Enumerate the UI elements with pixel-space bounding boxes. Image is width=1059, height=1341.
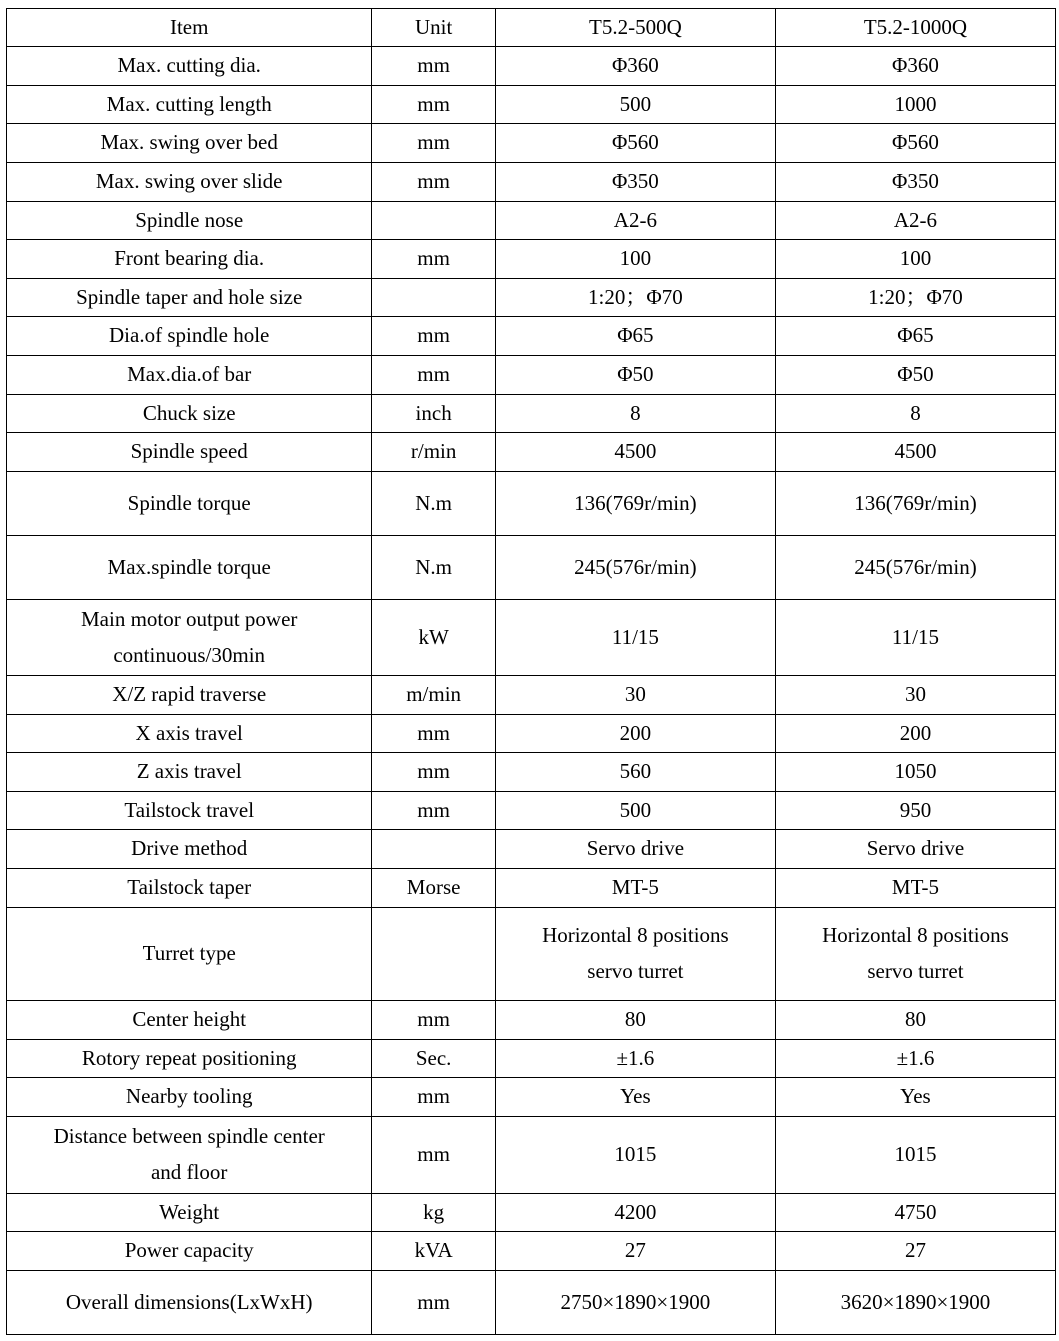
- model-1000q-cell-line: 11/15: [891, 624, 939, 649]
- model-1000q-cell-line: 200: [899, 720, 932, 745]
- model-500q-cell: [495, 202, 775, 240]
- model-500q-cell: [495, 433, 775, 472]
- table-row: [7, 240, 1056, 279]
- model-500q-cell-line: 136(769r/min): [574, 490, 697, 515]
- model-500q-cell: [495, 356, 775, 395]
- item-cell-line: Dia.of spindle hole: [109, 323, 270, 348]
- model-1000q-cell: [775, 600, 1055, 676]
- model-1000q-cell: [775, 1001, 1055, 1040]
- model-500q-cell-line: 27: [624, 1238, 646, 1263]
- model-500q-cell: [495, 86, 775, 124]
- model-1000q-cell: [775, 317, 1055, 356]
- model-1000q-cell: [775, 792, 1055, 830]
- table-row: [7, 202, 1056, 240]
- item-cell-line: Rotory repeat positioning: [81, 1045, 297, 1070]
- unit-cell: mm: [372, 124, 495, 163]
- table-row: [7, 1040, 1056, 1078]
- model-1000q-cell: [775, 830, 1055, 869]
- model-1000q-cell-line: 136(769r/min): [854, 490, 977, 515]
- header-unit: Unit: [372, 9, 495, 47]
- model-500q-cell-line: 11/15: [611, 624, 659, 649]
- item-cell-line: Distance between spindle center: [53, 1124, 325, 1149]
- model-500q-cell: [495, 715, 775, 753]
- item-cell-line: Weight: [159, 1199, 220, 1224]
- model-1000q-cell-line: Φ50: [897, 362, 934, 387]
- model-1000q-cell: [775, 1078, 1055, 1117]
- model-500q-cell: [495, 792, 775, 830]
- model-1000q-cell: [775, 356, 1055, 395]
- table-row: [7, 47, 1056, 86]
- model-1000q-cell: [775, 1040, 1055, 1078]
- model-500q-cell-line: Φ50: [617, 362, 654, 387]
- model-1000q-cell: [775, 1232, 1055, 1271]
- item-cell: [7, 1232, 372, 1271]
- model-500q-cell: [495, 395, 775, 433]
- table-row: [7, 279, 1056, 317]
- model-1000q-cell: [775, 472, 1055, 536]
- unit-cell: [372, 279, 495, 317]
- table-row: [7, 869, 1056, 908]
- model-1000q-cell: [775, 240, 1055, 279]
- item-cell-line: Z axis travel: [136, 759, 242, 784]
- model-500q-cell: [495, 676, 775, 715]
- item-cell: [7, 47, 372, 86]
- model-1000q-cell: [775, 202, 1055, 240]
- model-1000q-cell-line: Yes: [900, 1084, 931, 1109]
- item-cell: [7, 1078, 372, 1117]
- model-500q-cell-line: 500: [619, 91, 652, 116]
- table-row: [7, 356, 1056, 395]
- table-row: [7, 124, 1056, 163]
- table-row: [7, 1078, 1056, 1117]
- unit-cell: mm: [372, 47, 495, 86]
- item-cell: [7, 536, 372, 600]
- unit-cell: mm: [372, 1271, 495, 1335]
- unit-cell: [372, 830, 495, 869]
- model-1000q-cell: [775, 47, 1055, 86]
- model-500q-cell-line: 4500: [614, 439, 657, 464]
- model-1000q-cell: [775, 676, 1055, 715]
- model-1000q-cell: [775, 715, 1055, 753]
- item-cell-line: and floor: [150, 1160, 228, 1184]
- model-500q-cell: [495, 1040, 775, 1078]
- model-1000q-cell: [775, 163, 1055, 202]
- item-cell-line: Max. swing over slide: [95, 169, 283, 194]
- table-row: [7, 317, 1056, 356]
- model-500q-cell-line: 1:20；Φ70: [588, 284, 683, 309]
- item-cell: [7, 317, 372, 356]
- model-1000q-cell-line: 100: [899, 246, 932, 271]
- table-row: [7, 600, 1056, 676]
- model-500q-cell: [495, 1117, 775, 1194]
- table-row: [7, 908, 1056, 1001]
- item-cell-line: Nearby tooling: [125, 1084, 253, 1109]
- item-cell-line: Max.dia.of bar: [127, 362, 252, 387]
- model-1000q-cell-line: 1000: [894, 91, 937, 116]
- header-model-500q: T5.2-500Q: [495, 9, 775, 47]
- item-cell-line: Power capacity: [124, 1238, 254, 1263]
- item-cell-line: Chuck size: [142, 400, 236, 425]
- unit-cell: Morse: [372, 869, 495, 908]
- item-cell-line: Drive method: [131, 836, 248, 861]
- model-500q-cell-line: MT-5: [611, 875, 659, 900]
- model-500q-cell-line: Φ65: [617, 323, 654, 348]
- unit-cell: mm: [372, 753, 495, 792]
- model-1000q-cell: [775, 433, 1055, 472]
- model-1000q-cell-line: Φ65: [897, 323, 934, 348]
- table-row: [7, 433, 1056, 472]
- unit-cell: kg: [372, 1194, 495, 1232]
- model-500q-cell: [495, 472, 775, 536]
- model-1000q-cell: [775, 753, 1055, 792]
- item-cell: [7, 753, 372, 792]
- item-cell: [7, 279, 372, 317]
- model-500q-cell-line: Φ560: [611, 130, 659, 155]
- model-500q-cell: [495, 536, 775, 600]
- unit-cell: [372, 908, 495, 1001]
- unit-cell: mm: [372, 715, 495, 753]
- model-500q-cell-line: 200: [619, 720, 652, 745]
- item-cell-line: Tailstock travel: [124, 797, 255, 822]
- item-cell-line: Max. swing over bed: [100, 130, 278, 155]
- table-row: [7, 676, 1056, 715]
- spec-table: [6, 8, 1056, 1335]
- model-1000q-cell-line: 4750: [894, 1199, 937, 1224]
- model-500q-cell-line: Yes: [620, 1084, 651, 1109]
- item-cell-line: Front bearing dia.: [114, 246, 265, 271]
- table-row: [7, 830, 1056, 869]
- item-cell-line: Spindle taper and hole size: [76, 284, 303, 309]
- model-1000q-cell: [775, 1194, 1055, 1232]
- header-item: Item: [7, 9, 372, 47]
- item-cell-line: Tailstock taper: [127, 875, 252, 900]
- table-row: [7, 536, 1056, 600]
- model-1000q-cell-line: 27: [904, 1238, 926, 1263]
- table-row: [7, 715, 1056, 753]
- table-row: [7, 753, 1056, 792]
- item-cell-line: Turret type: [142, 941, 236, 966]
- model-500q-cell: [495, 830, 775, 869]
- item-cell: [7, 869, 372, 908]
- model-500q-cell-line: Horizontal 8 positions: [542, 923, 729, 948]
- model-500q-cell-line: 100: [619, 246, 652, 271]
- item-cell-line: Spindle torque: [127, 490, 251, 515]
- item-cell-line: Max.spindle torque: [107, 554, 271, 579]
- item-cell: [7, 1001, 372, 1040]
- item-cell: [7, 86, 372, 124]
- item-cell-line: Max. cutting length: [106, 91, 272, 116]
- model-1000q-cell: [775, 1117, 1055, 1194]
- model-1000q-cell: [775, 279, 1055, 317]
- model-500q-cell: [495, 1001, 775, 1040]
- unit-cell: N.m: [372, 536, 495, 600]
- unit-cell: Sec.: [372, 1040, 495, 1078]
- table-row: [7, 86, 1056, 124]
- item-cell: [7, 600, 372, 676]
- item-cell-line: Max. cutting dia.: [117, 53, 261, 78]
- unit-cell: kVA: [372, 1232, 495, 1271]
- model-500q-cell: [495, 240, 775, 279]
- table-row: [7, 792, 1056, 830]
- model-1000q-cell: [775, 86, 1055, 124]
- model-1000q-cell-line: MT-5: [891, 875, 939, 900]
- model-500q-cell-line: 80: [624, 1007, 646, 1032]
- model-1000q-cell-line: 245(576r/min): [854, 554, 977, 579]
- model-500q-cell: [495, 600, 775, 676]
- unit-cell: kW: [372, 600, 495, 676]
- unit-cell: [372, 202, 495, 240]
- table-row: [7, 395, 1056, 433]
- model-500q-cell-line: 8: [630, 400, 641, 425]
- unit-cell: mm: [372, 1001, 495, 1040]
- model-1000q-cell-line: A2-6: [893, 207, 938, 232]
- item-cell: [7, 1040, 372, 1078]
- item-cell: [7, 240, 372, 279]
- item-cell-line: continuous/30min: [113, 642, 266, 667]
- item-cell: [7, 715, 372, 753]
- item-cell: [7, 356, 372, 395]
- item-cell: [7, 792, 372, 830]
- unit-cell: m/min: [372, 676, 495, 715]
- model-1000q-cell-line: 30: [904, 682, 926, 707]
- unit-cell: mm: [372, 356, 495, 395]
- model-1000q-cell-line: ±1.6: [896, 1045, 935, 1070]
- unit-cell: mm: [372, 792, 495, 830]
- header-row: [7, 9, 1056, 47]
- model-500q-cell-line: ±1.6: [616, 1045, 655, 1070]
- unit-cell: N.m: [372, 472, 495, 536]
- item-cell: [7, 163, 372, 202]
- model-1000q-cell: [775, 124, 1055, 163]
- spec-table-body: [7, 47, 1056, 1335]
- model-500q-cell-line: servo turret: [587, 959, 684, 983]
- model-1000q-cell: [775, 869, 1055, 908]
- model-500q-cell: [495, 869, 775, 908]
- model-1000q-cell-line: 1015: [894, 1142, 937, 1167]
- unit-cell: mm: [372, 240, 495, 279]
- model-500q-cell: [495, 1271, 775, 1335]
- model-500q-cell: [495, 753, 775, 792]
- table-row: [7, 1001, 1056, 1040]
- model-1000q-cell-line: 4500: [894, 439, 937, 464]
- item-cell-line: X axis travel: [135, 720, 243, 745]
- item-cell: [7, 676, 372, 715]
- model-500q-cell-line: 1015: [614, 1142, 657, 1167]
- model-500q-cell-line: Servo drive: [586, 836, 685, 861]
- model-500q-cell-line: 30: [624, 682, 646, 707]
- model-500q-cell: [495, 1194, 775, 1232]
- item-cell: [7, 1271, 372, 1335]
- table-row: [7, 163, 1056, 202]
- model-1000q-cell-line: 1050: [894, 759, 937, 784]
- table-row: [7, 472, 1056, 536]
- model-1000q-cell: [775, 908, 1055, 1001]
- model-500q-cell-line: 500: [619, 797, 652, 822]
- table-row: [7, 1194, 1056, 1232]
- model-1000q-cell-line: 950: [899, 797, 932, 822]
- item-cell: [7, 202, 372, 240]
- unit-cell: r/min: [372, 433, 495, 472]
- table-row: [7, 1117, 1056, 1194]
- item-cell: [7, 395, 372, 433]
- item-cell: [7, 1194, 372, 1232]
- model-500q-cell-line: Φ350: [611, 169, 659, 194]
- item-cell-line: Center height: [132, 1007, 247, 1032]
- model-500q-cell: [495, 908, 775, 1001]
- model-500q-cell: [495, 1078, 775, 1117]
- header-model-1000q: T5.2-1000Q: [775, 9, 1055, 47]
- model-1000q-cell-line: 8: [910, 400, 921, 425]
- unit-cell: mm: [372, 86, 495, 124]
- item-cell: [7, 124, 372, 163]
- table-row: [7, 1232, 1056, 1271]
- model-1000q-cell: [775, 1271, 1055, 1335]
- model-1000q-cell-line: 3620×1890×1900: [840, 1289, 991, 1314]
- item-cell: [7, 830, 372, 869]
- unit-cell: mm: [372, 317, 495, 356]
- model-500q-cell-line: A2-6: [613, 207, 657, 232]
- item-cell-line: Overall dimensions(LxWxH): [65, 1289, 313, 1314]
- model-1000q-cell-line: 80: [904, 1007, 926, 1032]
- unit-cell: mm: [372, 163, 495, 202]
- model-500q-cell: [495, 1232, 775, 1271]
- model-1000q-cell: [775, 395, 1055, 433]
- unit-cell: mm: [372, 1117, 495, 1194]
- model-500q-cell: [495, 279, 775, 317]
- model-1000q-cell-line: Φ360: [892, 53, 939, 78]
- unit-cell: inch: [372, 395, 495, 433]
- model-1000q-cell-line: Servo drive: [866, 836, 965, 861]
- model-1000q-cell-line: Φ350: [892, 169, 939, 194]
- model-1000q-cell-line: Horizontal 8 positions: [822, 923, 1009, 948]
- item-cell-line: Main motor output power: [81, 606, 298, 631]
- model-500q-cell: [495, 317, 775, 356]
- model-500q-cell-line: 4200: [614, 1199, 657, 1224]
- model-500q-cell-line: 560: [619, 759, 652, 784]
- unit-cell: mm: [372, 1078, 495, 1117]
- item-cell-line: Spindle speed: [130, 439, 248, 464]
- model-1000q-cell-line: Φ560: [892, 130, 939, 155]
- model-500q-cell: [495, 124, 775, 163]
- item-cell: [7, 472, 372, 536]
- model-500q-cell-line: 2750×1890×1900: [560, 1289, 711, 1314]
- model-1000q-cell: [775, 536, 1055, 600]
- item-cell-line: Spindle nose: [135, 207, 244, 232]
- model-500q-cell: [495, 163, 775, 202]
- item-cell-line: X/Z rapid traverse: [112, 682, 267, 707]
- model-500q-cell-line: Φ360: [611, 53, 659, 78]
- item-cell: [7, 433, 372, 472]
- item-cell: [7, 1117, 372, 1194]
- table-row: [7, 1271, 1056, 1335]
- model-500q-cell: [495, 47, 775, 86]
- item-cell: [7, 908, 372, 1001]
- model-1000q-cell-line: servo turret: [867, 959, 964, 983]
- model-1000q-cell-line: 1:20；Φ70: [868, 284, 963, 309]
- model-500q-cell-line: 245(576r/min): [574, 554, 697, 579]
